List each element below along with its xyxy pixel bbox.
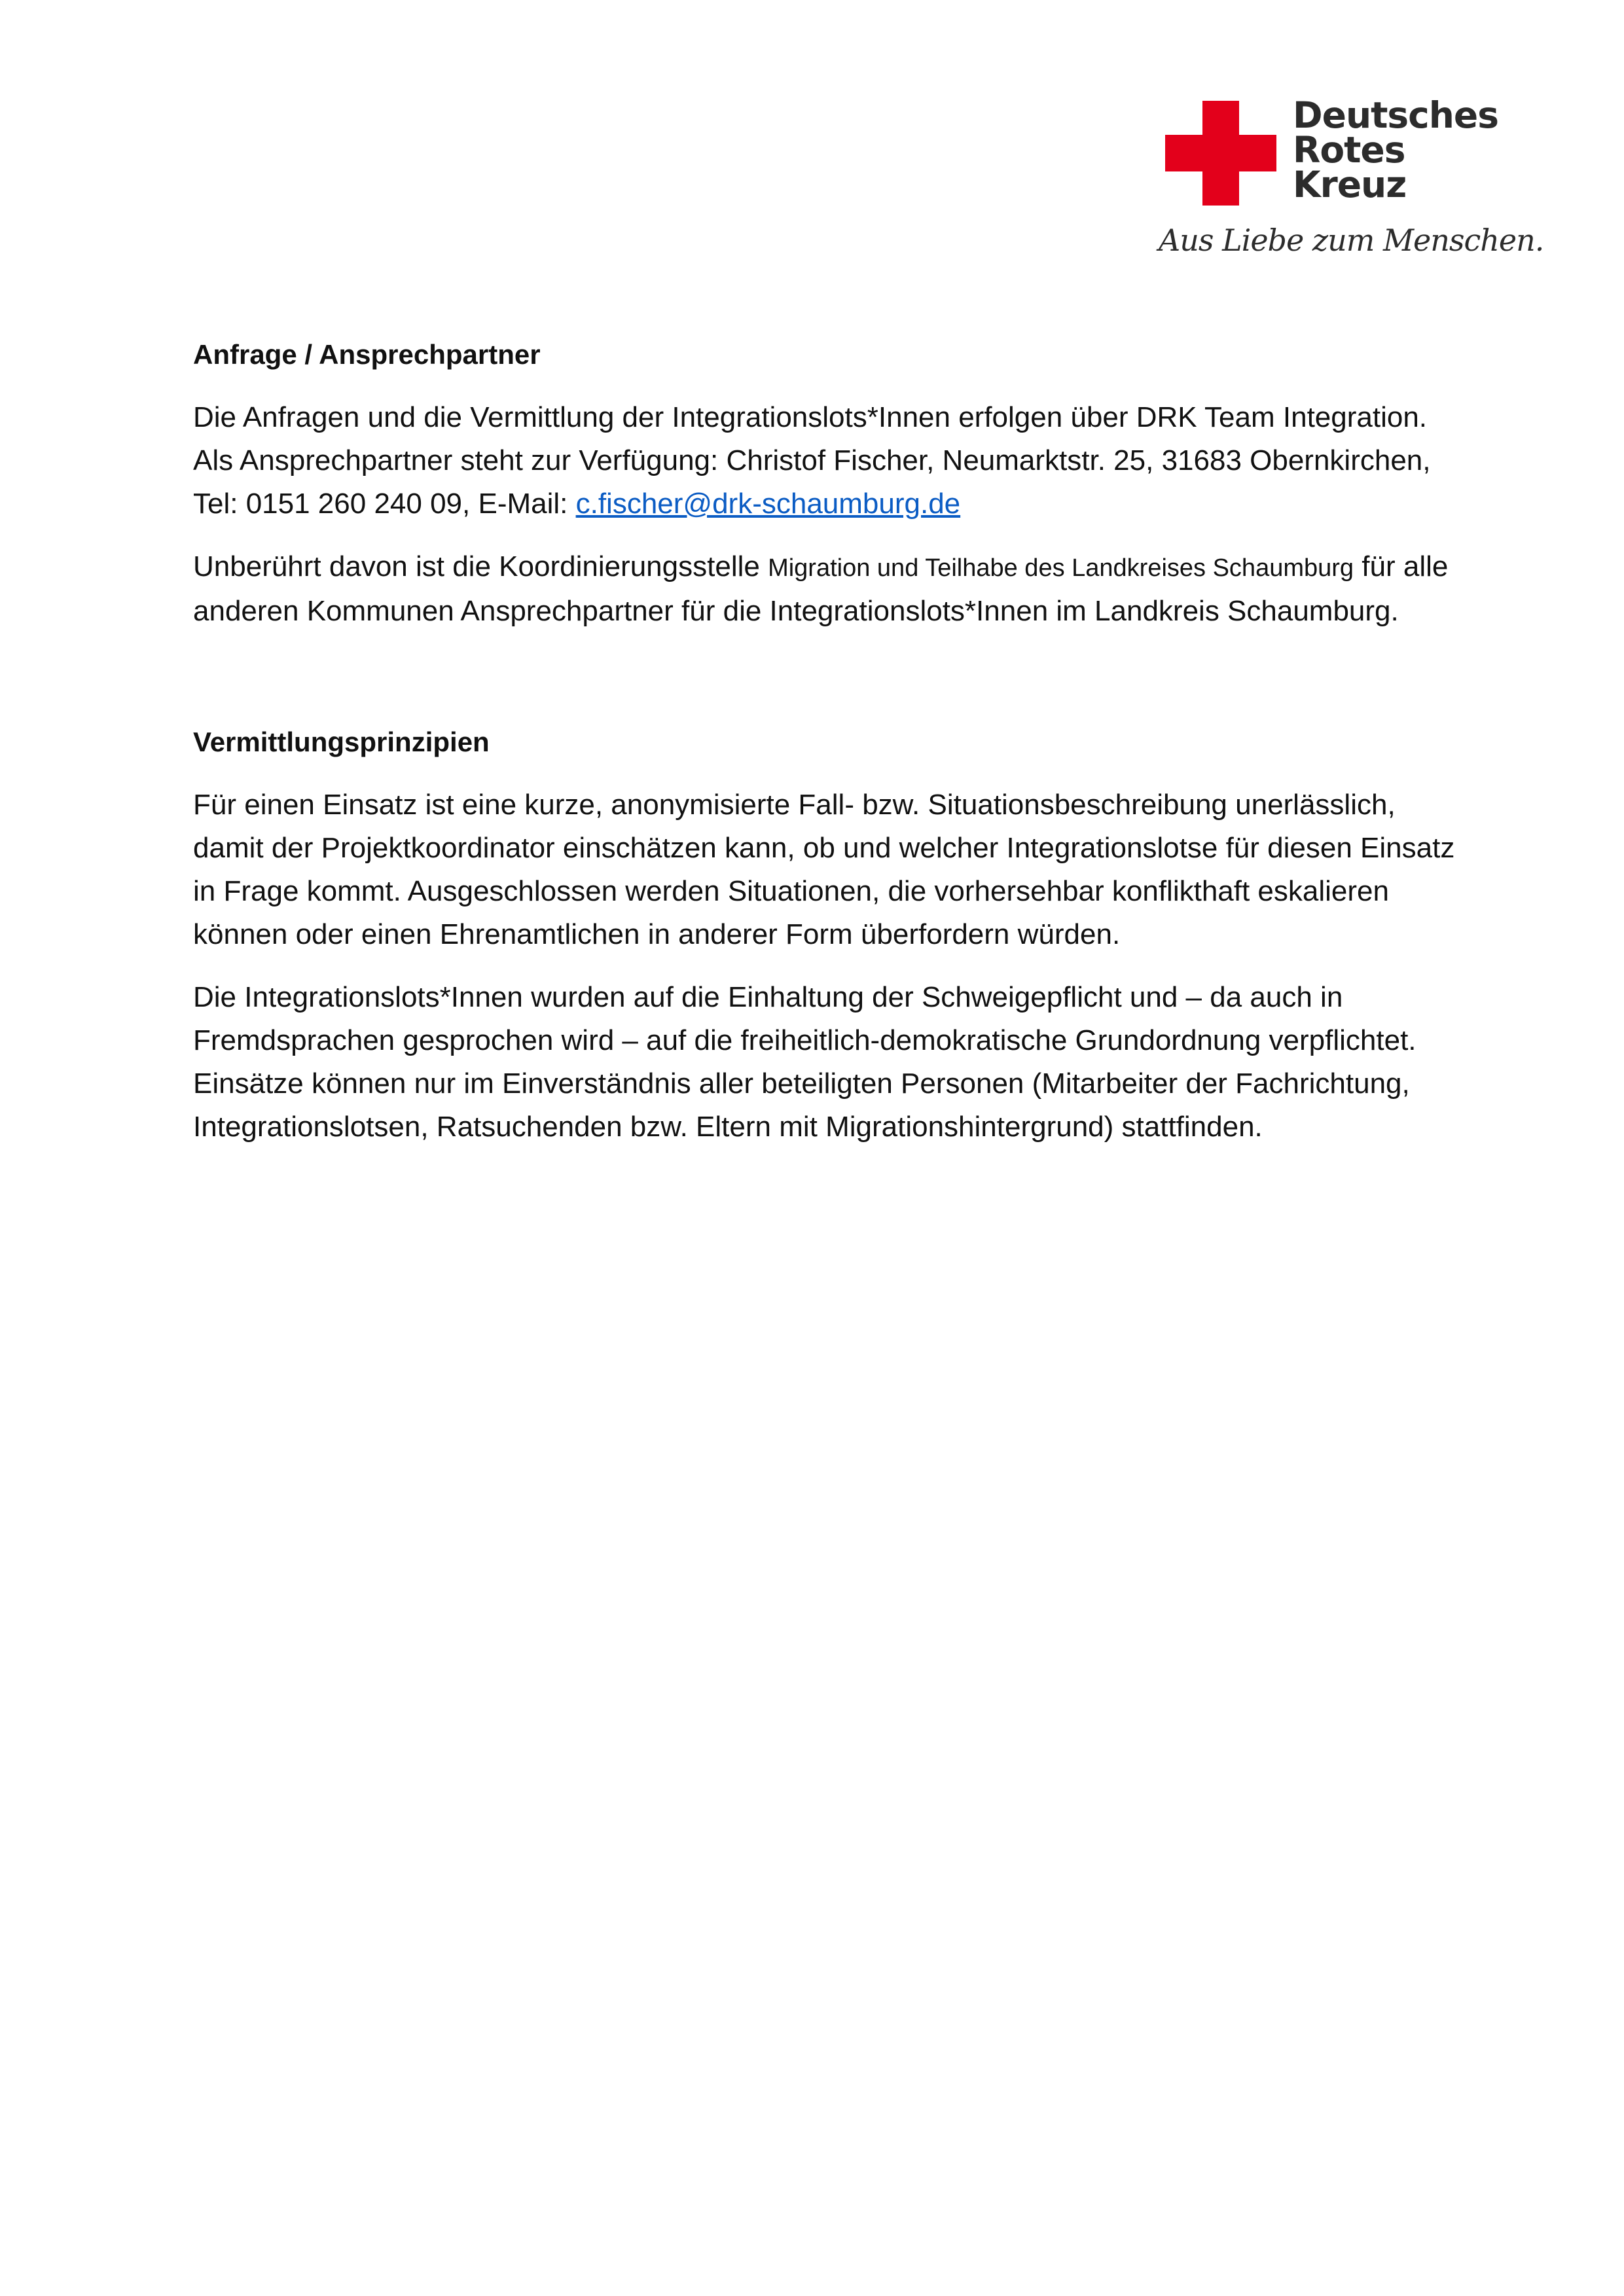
document-body (193, 337, 1456, 1168)
section-spacer (193, 653, 1456, 725)
logo-wordmark (1293, 94, 1498, 206)
principles-paragraph-1: Für einen Einsatz ist eine kurze, anonymisierte Fall- bzw. Situationsbeschreibung unerlässlich, damit der Projektkoordinator einschätzen kann, ob und welcher Integrationslotse für diesen Einsatz in Frage kommt. Ausgeschlossen werden Situationen, die vorhersehbar konflikthaft eskalieren können oder einen Ehrenamtlichen in anderer Form überfordern würden. (193, 789, 1455, 950)
email-link[interactable]: c.fischer@drk-schaumburg.de (575, 488, 961, 520)
logo-name-line1: Deutsches (1293, 94, 1498, 136)
contact-text: Die Anfragen und die Vermittlung der Integrationslots*Innen erfolgen über DRK Team Integration. Als Ansprechpartner steht zur Verfügung: Christof Fischer, Neumarktstr. 25, 31683 Obernkirchen, Tel: 0151 260 240 09, E-Mail: (193, 401, 1431, 520)
contact-paragraph (193, 396, 1456, 526)
coordination-text-start: Unberührt davon ist die Koordinierungsstelle (193, 550, 768, 583)
red-cross-icon (1165, 101, 1276, 206)
principles-paragraph-2: Die Integrationslots*Innen wurden auf die Einhaltung der Schweigepflicht und – da auch in Fremdsprachen gesprochen wird – auf die freiheitlich-demokratische Grundordnung verpflichtet. Einsätze können nur im Einverständnis aller beteiligten Personen (Mitarbeiter der Fachrichtung, Integrationslotsen, Ratsuchenden bzw. Eltern mit Migrationshintergrund) stattfinden. (193, 981, 1416, 1143)
logo-name-line3: Kreuz (1293, 164, 1407, 206)
section-heading-vermittlungsprinzipien: Vermittlungsprinzipien (193, 726, 490, 757)
section-heading-anfrage: Anfrage / Ansprechpartner (193, 339, 541, 370)
logo-name-line2: Rotes (1293, 129, 1405, 171)
coordination-text-small: Migration und Teilhabe des Landkreises Schaumburg (768, 554, 1354, 582)
coordination-paragraph (193, 545, 1456, 633)
coordination-text-end: für alle anderen Kommunen Ansprechpartner für die Integrationslots*Innen im Landkreis Schaumburg. (193, 550, 1449, 627)
drk-logo (1159, 94, 1544, 268)
logo-slogan: Aus Liebe zum Menschen. (1159, 223, 1544, 258)
